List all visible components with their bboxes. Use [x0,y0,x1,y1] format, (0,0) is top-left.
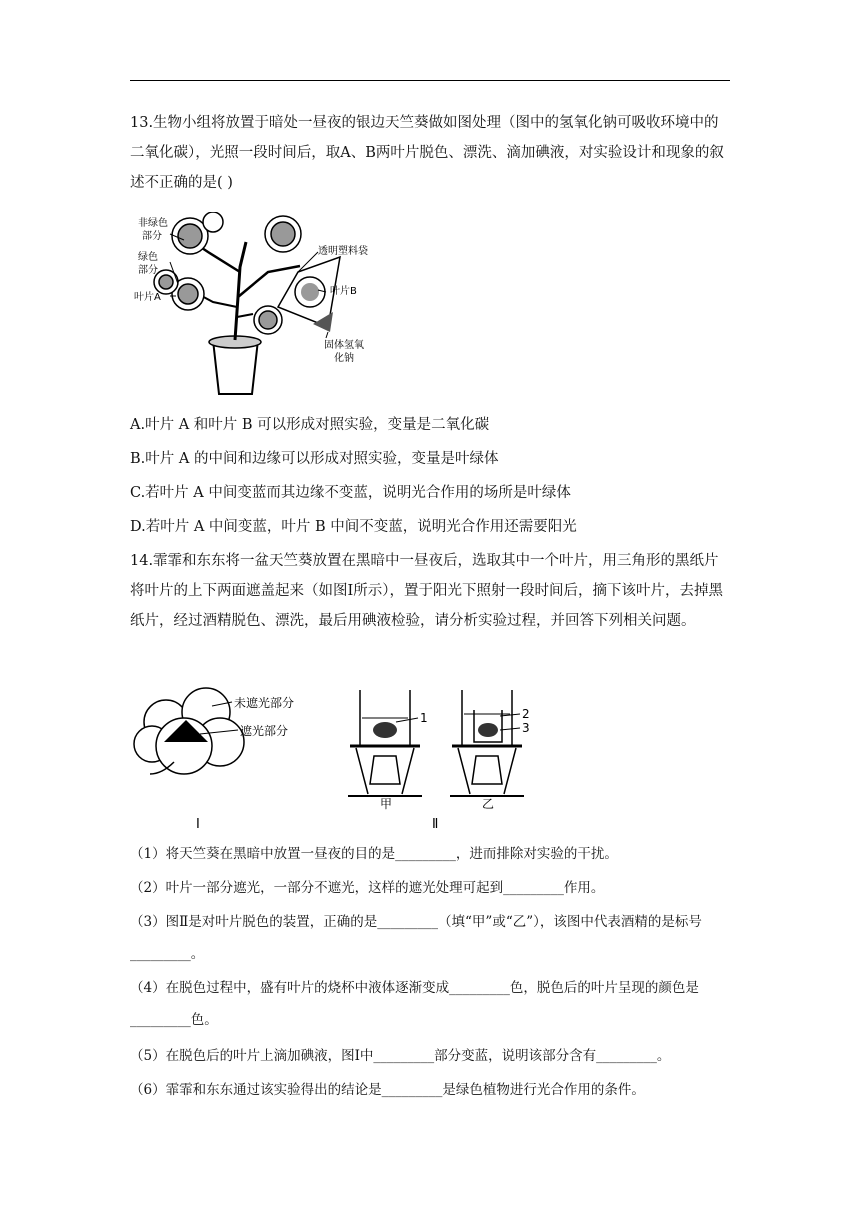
label-fig-1: Ⅰ [196,817,200,832]
label-non-green-1: 非绿色 [138,218,168,229]
q14-sub-5: （5）在脱色后的叶片上滴加碘液，图Ⅰ中_________部分变蓝，说明该部分含有_________。 [130,1048,671,1064]
q13-option-c: C.若叶片 A 中间变蓝而其边缘不变蓝，说明光合作用的场所是叶绿体 [130,485,571,501]
q13-option-d: D.若叶片 A 中间变蓝，叶片 B 中间不变蓝，说明光合作用还需要阳光 [130,519,577,535]
q14-sub-1: （1）将天竺葵在黑暗中放置一昼夜的目的是_________，进而排除对实验的干扰。 [130,846,618,862]
label-green-1: 绿色 [138,252,158,263]
label-yi: 乙 [482,797,495,811]
q14-stem: 14.霏霏和东东将一盆天竺葵放置在黑暗中一昼夜后，选取其中一个叶片，用三角形的黑纸片将叶片的上下两面遮盖起来（如图Ⅰ所示），置于阳光下照射一段时间后，摘下该叶片，去掉黑纸片，经过酒精脱色、漂洗，最后用碘液检验，请分析实验过程，并回答下列相关问题。 [130,553,723,629]
q14-sub-6: （6）霏霏和东东通过该实验得出的结论是_________是绿色植物进行光合作用的条件。 [130,1082,645,1098]
label-fig-2: Ⅱ [432,817,439,832]
label-num-3: 3 [522,721,530,735]
label-unshaded: 未遮光部分 [234,696,295,710]
label-leaf-a: 叶片A [134,292,161,303]
label-leaf-b: 叶片B [330,286,357,297]
label-num-2: 2 [522,707,530,721]
q14-sub-2: （2）叶片一部分遮光，一部分不遮光，这样的遮光处理可起到_________作用。 [130,880,605,896]
label-green-2: 部分 [138,265,158,276]
label-naoh-2: 化钠 [334,353,354,364]
label-num-1: 1 [420,711,428,725]
header-rule [130,80,730,81]
label-naoh-1: 固体氢氧 [324,340,364,351]
q14-sub-4: （4）在脱色过程中，盛有叶片的烧杯中液体逐渐变成_________色，脱色后的叶片呈现的颜色是_________色。 [130,980,699,1028]
label-jia: 甲 [380,797,393,811]
label-bag: 透明塑料袋 [318,246,368,257]
q13-stem: 13.生物小组将放置于暗处一昼夜的银边天竺葵做如图处理（图中的氢氧化钠可吸收环境中的二氧化碳），光照一段时间后，取A、B两叶片脱色、漂洗、滴加碘液，对实验设计和现象的叙述不正确的是( ) [130,115,724,191]
label-shaded: 遮光部分 [240,724,289,738]
q13-plant-figure [128,212,368,402]
q13-option-b: B.叶片 A 的中间和边缘可以形成对照实验，变量是叶绿体 [130,451,499,467]
q13-option-a: A.叶片 A 和叶片 B 可以形成对照实验，变量是二氧化碳 [130,417,490,433]
q14-figures [128,684,548,834]
label-non-green-2: 部分 [142,231,162,242]
q14-sub-3: （3）图Ⅱ是对叶片脱色的装置，正确的是_________（填“甲”或“乙”），该图中代表酒精的是标号_________。 [130,914,702,962]
